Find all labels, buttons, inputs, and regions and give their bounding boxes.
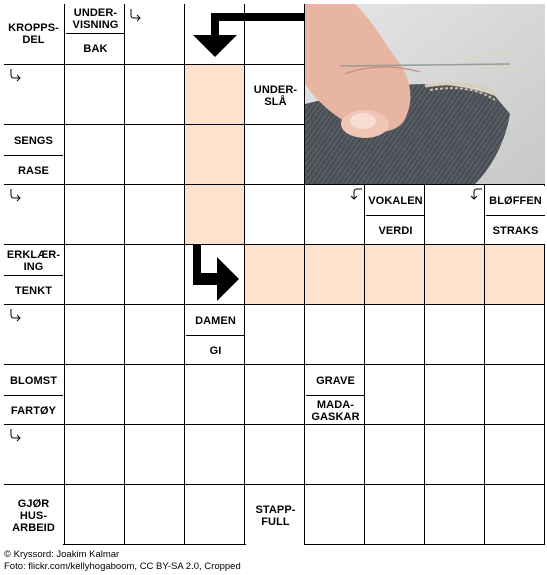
clue-text: UNDER- SLÅ	[246, 66, 305, 125]
answer-cell[interactable]	[424, 304, 485, 365]
clue-text: TENKT	[4, 276, 63, 305]
clue-cell	[4, 244, 65, 305]
answer-cell[interactable]	[304, 304, 365, 365]
answer-cell[interactable]	[64, 304, 125, 365]
answer-cell[interactable]	[124, 364, 185, 425]
answer-cell[interactable]	[64, 244, 125, 305]
clue-text: SENGS	[4, 126, 63, 156]
clue-text: STRAKS	[486, 216, 545, 245]
solution-cell-highlighted[interactable]	[244, 244, 305, 305]
solution-cell-highlighted[interactable]	[184, 124, 245, 185]
answer-cell[interactable]	[424, 484, 485, 545]
hook-arrow-icon	[349, 187, 363, 201]
answer-cell[interactable]	[64, 184, 125, 245]
answer-cell[interactable]	[184, 364, 245, 425]
hook-arrow-icon	[469, 187, 483, 201]
clue-cell	[4, 4, 65, 65]
answer-cell[interactable]	[424, 424, 485, 485]
answer-cell[interactable]	[64, 424, 125, 485]
answer-cell[interactable]	[124, 184, 185, 245]
answer-cell[interactable]	[64, 364, 125, 425]
answer-cell[interactable]	[244, 304, 305, 365]
clue-text: KROPPS- DEL	[4, 4, 63, 63]
answer-cell[interactable]	[124, 484, 185, 545]
answer-cell[interactable]	[64, 64, 125, 125]
clue-text: RASE	[4, 156, 63, 185]
clue-cell	[64, 4, 125, 65]
clue-text: VOKALEN	[366, 186, 425, 216]
answer-cell[interactable]	[244, 364, 305, 425]
answer-cell[interactable]	[304, 484, 365, 545]
answer-cell[interactable]	[484, 364, 545, 425]
answer-cell[interactable]	[124, 124, 185, 185]
solution-cell-highlighted[interactable]	[184, 64, 245, 125]
clue-text: BLØFFEN	[486, 186, 545, 216]
big-right-arrow-icon	[185, 245, 245, 305]
solution-cell-highlighted[interactable]	[304, 244, 365, 305]
answer-cell[interactable]	[244, 184, 305, 245]
answer-cell[interactable]	[304, 424, 365, 485]
hook-arrow-icon	[8, 68, 22, 82]
answer-cell[interactable]	[124, 244, 185, 305]
clue-cell	[304, 364, 365, 425]
answer-cell[interactable]	[64, 124, 125, 185]
clue-text: VERDI	[366, 216, 425, 245]
clue-text: STAPP- FULL	[246, 486, 305, 545]
clue-cell	[4, 364, 65, 425]
answer-cell[interactable]	[244, 424, 305, 485]
clue-text: MADA- GASKAR	[306, 396, 365, 425]
clue-text: UNDER- VISNING	[66, 4, 125, 34]
clue-text: GRAVE	[306, 366, 365, 396]
clue-cell	[244, 484, 305, 545]
answer-cell[interactable]	[124, 304, 185, 365]
answer-cell[interactable]	[184, 424, 245, 485]
clue-text: GI	[186, 336, 245, 365]
answer-cell[interactable]	[364, 304, 425, 365]
answer-cell[interactable]	[124, 64, 185, 125]
crossword-credit: © Kryssord: Joakim Kalmar	[4, 549, 120, 560]
sewing-photo-icon	[304, 4, 545, 185]
hook-arrow-icon	[128, 8, 142, 22]
answer-cell[interactable]	[484, 484, 545, 545]
answer-cell[interactable]	[184, 484, 245, 545]
answer-cell[interactable]	[364, 484, 425, 545]
clue-text: ERKLÆR- ING	[4, 246, 63, 276]
hook-arrow-icon	[8, 188, 22, 202]
answer-cell[interactable]	[364, 364, 425, 425]
clue-cell	[364, 184, 425, 245]
solution-cell-highlighted[interactable]	[424, 244, 485, 305]
clue-text: FARTØY	[4, 396, 63, 425]
big-down-arrow-icon	[185, 5, 305, 65]
clue-text: DAMEN	[186, 306, 245, 336]
crossword-grid	[4, 4, 544, 544]
clue-cell	[184, 304, 245, 365]
clue-cell	[4, 484, 65, 545]
answer-cell[interactable]	[484, 424, 545, 485]
clue-text: GJØR HUS- ARBEID	[4, 486, 63, 545]
answer-cell[interactable]	[484, 304, 545, 365]
clue-text: BAK	[66, 34, 125, 63]
answer-cell[interactable]	[364, 424, 425, 485]
hook-arrow-icon	[8, 308, 22, 322]
clue-cell	[484, 184, 545, 245]
clue-cell	[244, 64, 305, 125]
clue-text: BLOMST	[4, 366, 63, 396]
solution-cell-highlighted[interactable]	[484, 244, 545, 305]
clue-cell	[4, 124, 65, 185]
solution-cell-highlighted[interactable]	[364, 244, 425, 305]
solution-cell-highlighted[interactable]	[184, 184, 245, 245]
answer-cell[interactable]	[64, 484, 125, 545]
answer-cell[interactable]	[244, 124, 305, 185]
photo-credit: Foto: flickr.com/kellyhogaboom, CC BY-SA 2.0, Cropped	[4, 561, 241, 572]
hook-arrow-icon	[8, 428, 22, 442]
answer-cell[interactable]	[424, 364, 485, 425]
answer-cell[interactable]	[124, 424, 185, 485]
